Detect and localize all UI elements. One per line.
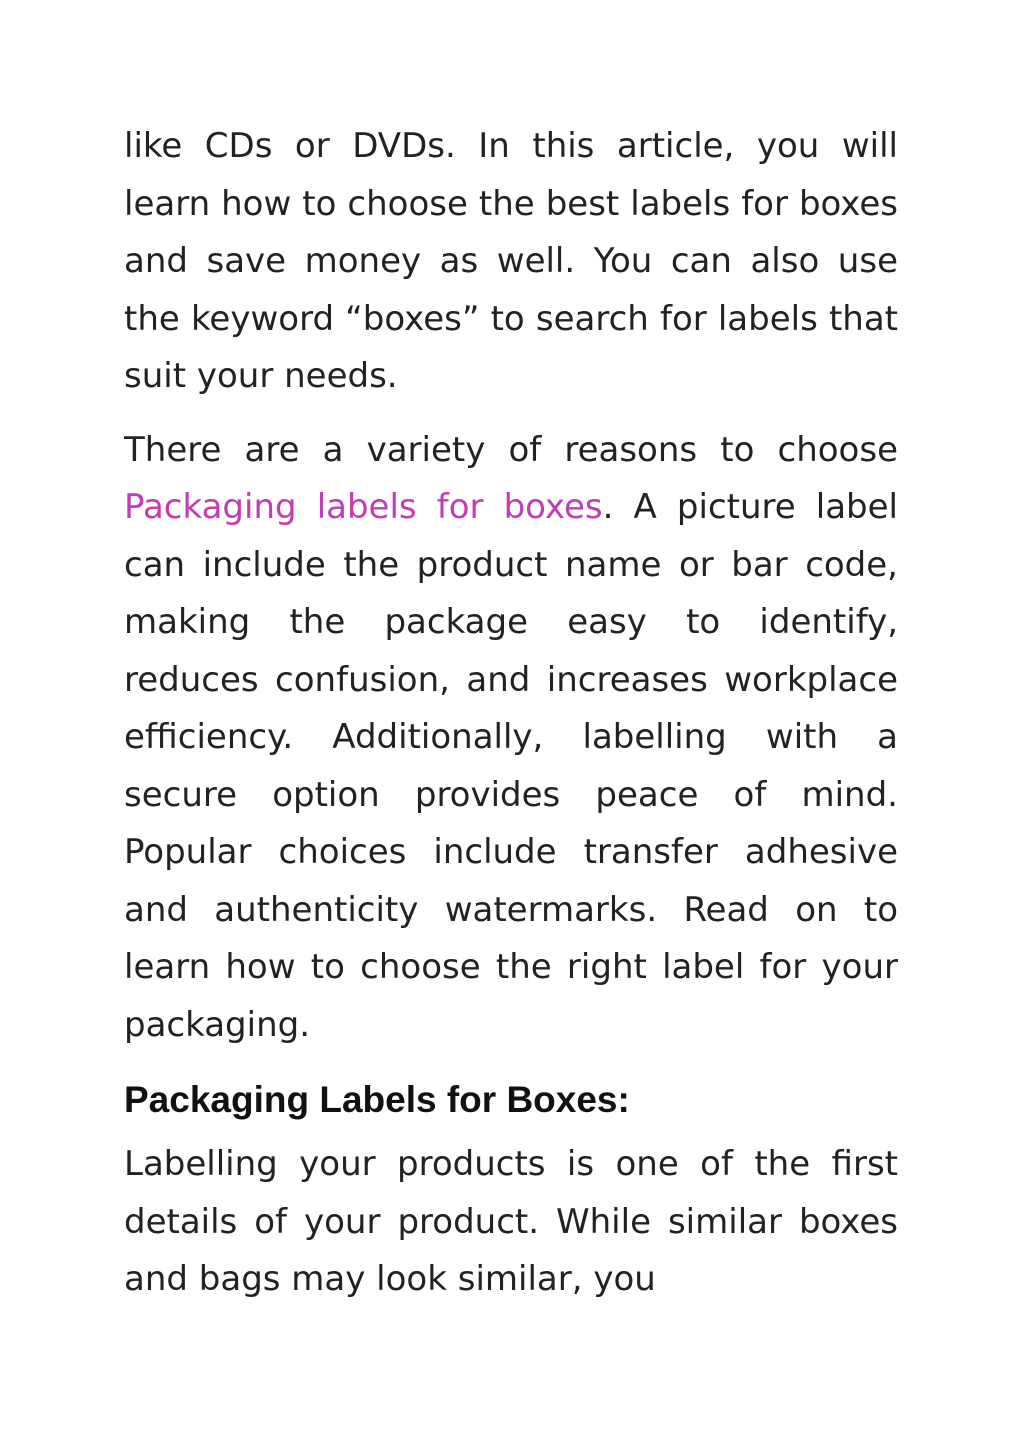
labelling-paragraph: Labelling your products is one of the first details of your product. While similar boxes and bags may look similar, you [124, 1144, 898, 1299]
reasons-text-end: . A picture label can include the product name or bar code, making the package easy to identify, reduces confusion, and increases workplace efficiency. Additionally, labelling with a secure option provides peace of mind. Popular choices include transfer adhesive and authenticity watermarks. Read on to learn how to choose the right label for your packaging. [124, 487, 898, 1045]
reasons-text-start: There are a variety of reasons to choose [124, 429, 898, 470]
intro-paragraph: like CDs or DVDs. In this article, you will learn how to choose the best labels for boxes and save money as well. You can also use the keyword “boxes” to search for labels that suit your needs. [124, 126, 898, 396]
article-body [124, 118, 898, 1309]
section-heading: Packaging Labels for Boxes: [124, 1079, 630, 1120]
reasons-paragraph [124, 422, 898, 1055]
packaging-labels-link[interactable]: Packaging labels for boxes [124, 487, 603, 527]
